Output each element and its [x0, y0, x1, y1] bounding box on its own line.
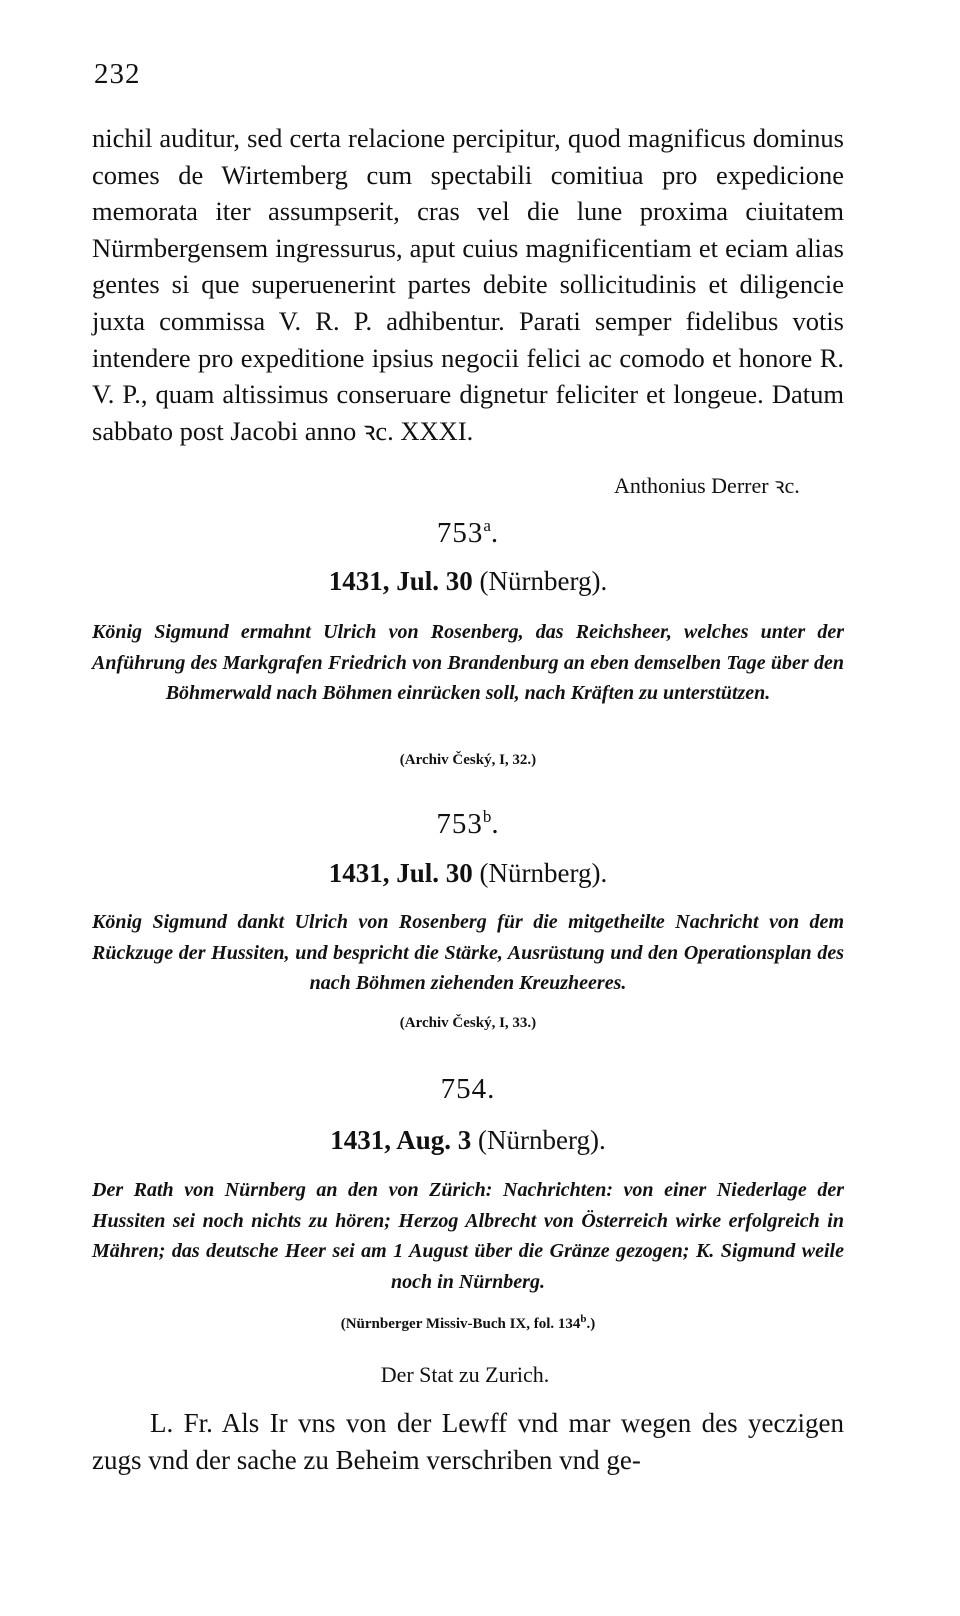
entry-regest: König Sigmund dankt Ulrich von Rosenberg für die mitgetheilte Nachricht von dem Rückzuge der Hussiten, und bespricht die Stärke, Ausrüstung und den Operationsplan des nach Böhmen ziehenden Kreuzheeres. — [92, 911, 844, 994]
entry-date — [0, 566, 936, 597]
entry-place: (Nürnberg). — [479, 566, 608, 596]
entry-regest: Der Rath von Nürnberg an den von Zürich: Nachrichten: von einer Niederlage der Hussiten sei noch nichts zu hören; Herzog Albrecht von Österreich wirke erfolgreich in Mähren; das deutsche Heer sei am 1 August über die Gränze gezogen; K. Sigmund weile noch in Nürnberg. — [92, 1179, 844, 1293]
entry-date-text: 1431, Aug. 3 — [330, 1125, 472, 1155]
entry-source-sup: b — [580, 1313, 587, 1325]
page-number: 232 — [94, 58, 141, 90]
entry-date — [0, 1125, 936, 1156]
entry-number: 753$^b$. — [436, 807, 500, 840]
entry-number-suffix: b — [482, 807, 492, 826]
entry-source-end: .) — [586, 1316, 596, 1332]
entry-date-text: 1431, Jul. 30 — [328, 566, 473, 596]
entry-number-text: 753 — [436, 808, 483, 840]
entry-number: 753$^a$. — [436, 516, 500, 549]
entry-regest: König Sigmund ermahnt Ulrich von Rosenberg, das Reichsheer, welches unter der Anführung des Markgrafen Friedrich von Brandenburg an eben demselben Tage über den Böhmerwald nach Böhmen einrücken soll, nach Kräften zu unterstützen. — [92, 621, 844, 704]
entry-source — [0, 1313, 936, 1333]
letter-text: L. Fr. Als Ir vns von der Lewff vnd mar wegen des yeczigen zugs vnd der sache zu Beheim verschriben vnd ge- — [92, 1408, 844, 1475]
entry-source-text: (Nürnberger Missiv-Buch IX, fol. 134 — [340, 1316, 581, 1332]
entry-place: (Nürnberg). — [478, 1125, 606, 1155]
letter-address: Der Stat zu Zurich. — [380, 1362, 550, 1387]
entry-number-suffix: a — [483, 516, 491, 535]
entry-place: (Nürnberg). — [479, 858, 608, 888]
entry-date — [0, 858, 936, 889]
signature: Anthonius Derrer ꝛc. — [614, 473, 800, 498]
entry-number — [0, 1073, 936, 1106]
entry-source: (Archiv Český, I, 33.) — [399, 1015, 537, 1031]
entry-date-text: 1431, Jul. 30 — [328, 858, 473, 888]
continuation-paragraph: nichil auditur, sed certa relacione percipitur, quod magnificus dominus comes de Wirtemberg cum spectabili comitiua pro expedicione memorata iter assumpserit, cras vel die lune proxima ciuitatem Nürmbergensem ingressurus, aput cuius magnificentiam et eciam alias gentes si que superuenerint partes debite sollicitudinis et diligencie juxta commissa V. R. P. adhibentur. Parati semper fidelibus votis intendere pro expeditione ipsius negocii felici ac comodo et honore R. V. P., quam altissimus conseruare dignetur feliciter et longeue. Datum sabbato post Jacobi anno ꝛc. XXXI. — [92, 123, 844, 446]
entry-number-text: 754. — [440, 1073, 496, 1105]
entry-number-text: 753 — [436, 517, 484, 549]
entry-source: (Archiv Český, I, 32.) — [399, 752, 537, 768]
